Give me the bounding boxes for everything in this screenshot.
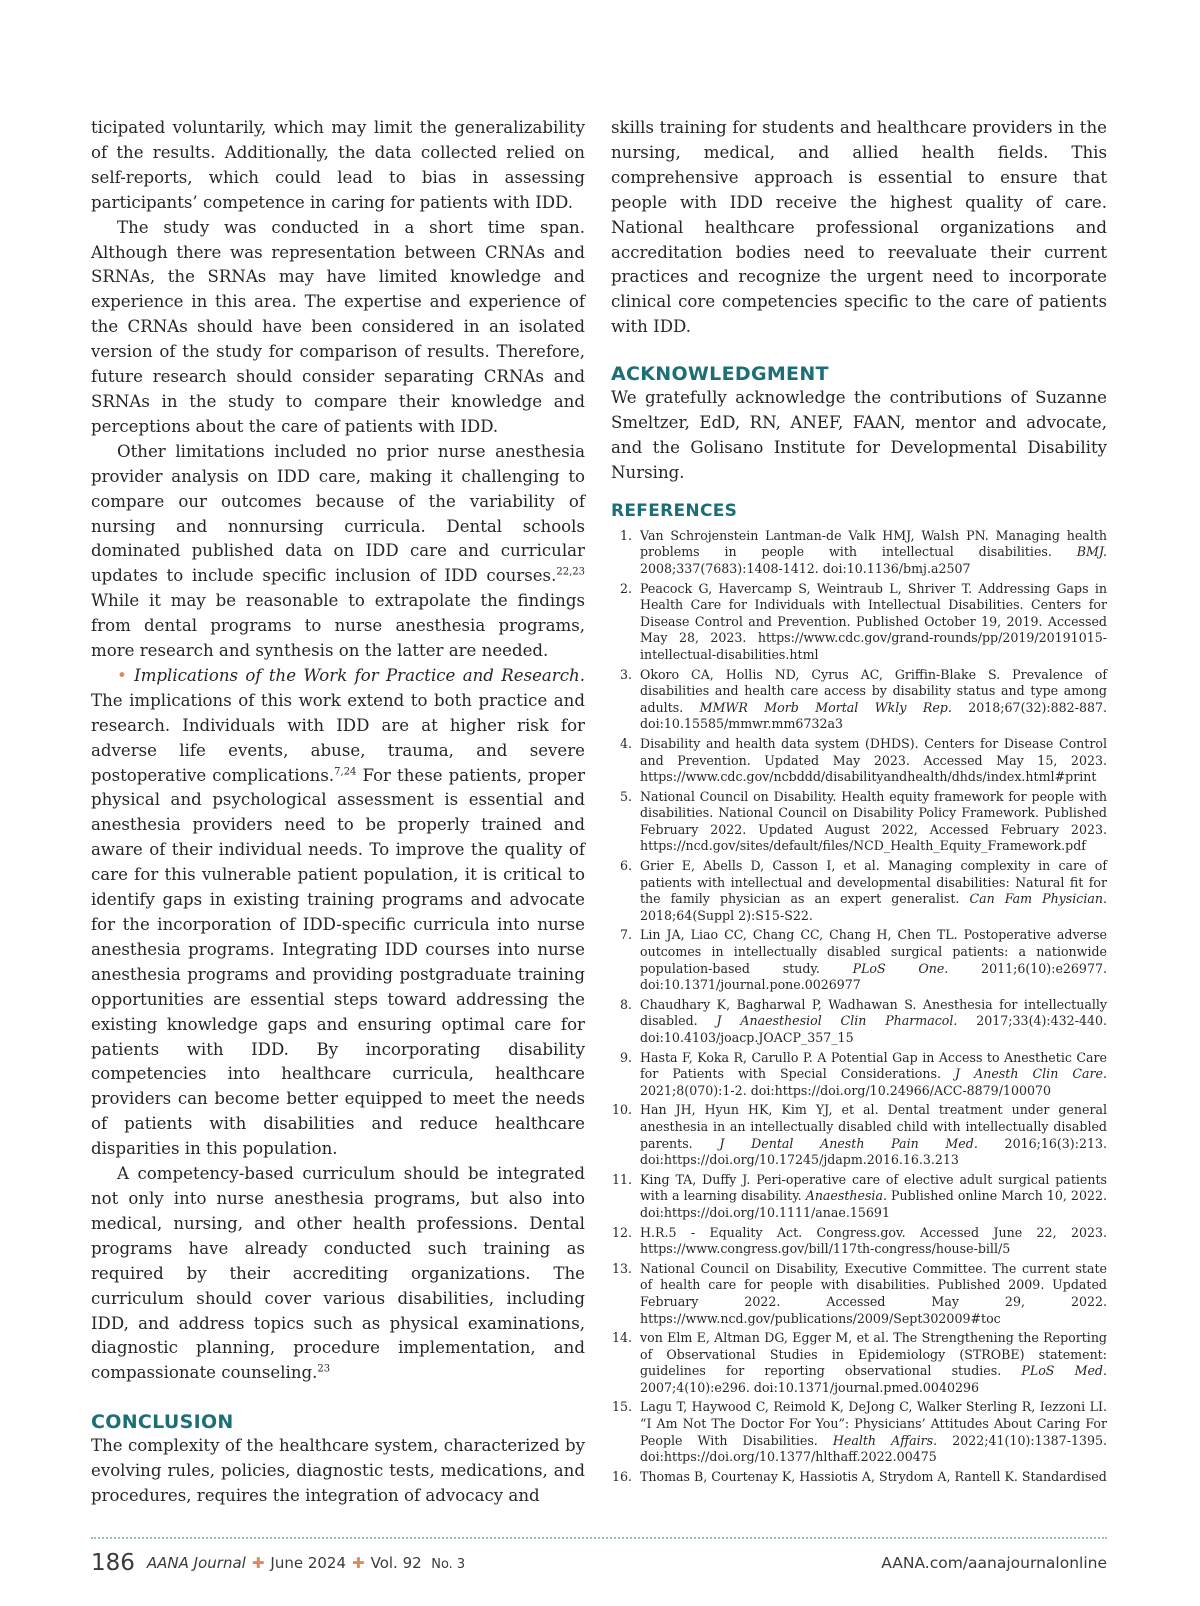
reference-text [640,1172,1107,1222]
reference-text [640,1469,1107,1486]
reference-item [611,1102,1107,1168]
reference-details: 2021;8(070):1-2. doi:https://doi.org/10.24966/ACC-8879/100070 [640,1082,1052,1098]
reference-body: Lagu T, Haywood C, Reimold K, DeJong C, Walker Sterling R, Iezzoni LI. “I Am Not The Doctor For You”: Physicians’ Attitudes About Caring For People With Disabilities. [640,1399,1107,1448]
runin-heading: Implications of the Work for Practice and Research. [134,665,585,685]
paragraph-other-limitations [91,440,585,664]
reference-number: 13. [611,1260,632,1276]
citation-superscript: 7,24 [334,766,357,778]
reference-item [611,1172,1107,1222]
reference-item [611,581,1107,664]
reference-item [611,997,1107,1047]
reference-journal: J Anaesthesiol Clin Pharmacol. [716,1013,958,1029]
paragraph-limitations-intro: ticipated voluntarily, which may limit the generalizability of the results. Additionally, the data collected relied on self-reports, which could lead to bias in assessing participants’ competence in caring for patients with IDD. [91,118,585,212]
references-heading: REFERENCES [611,500,738,521]
bullet-icon: • [117,665,127,685]
reference-number: 3. [619,666,632,682]
paragraph-text: Other limitations included no prior nurse anesthesia provider analysis on IDD care, making it challenging to compare our outcomes because of the variability of nursing and nonnursing curricula. Dental schools dominated published data on IDD care and curricular updates to include specific inclusion of IDD courses. [91,441,585,586]
paragraph-implications [91,664,585,1162]
reference-text [640,997,1107,1047]
reference-text [640,581,1107,664]
reference-item [611,528,1107,578]
reference-list [611,528,1107,1486]
reference-journal: BMJ. [1076,544,1107,560]
reference-journal: Can Fam Physician. [969,891,1107,907]
reference-text [640,927,1107,993]
reference-item [611,858,1107,924]
reference-body: Lin JA, Liao CC, Chang CC, Chang H, Chen TL. Postoperative adverse outcomes in intellectually disabled surgical patients: a nationwide population-based study. [640,927,1107,976]
reference-details: 2008;337(7683):1408-1412. doi:10.1136/bmj.a2507 [640,560,971,576]
reference-text [640,1102,1107,1168]
reference-item [611,1399,1107,1465]
reference-body: Hasta F, Koka R, Carullo P. A Potential Gap in Access to Anesthetic Care for Patients with Special Considerations. [640,1049,1107,1082]
reference-item [611,1225,1107,1258]
paragraph-conclusion-continued: skills training for students and healthcare providers in the nursing, medical, and allied health fields. This comprehensive approach is essential to ensure that people with IDD receive the highest quality of care. National healthcare professional organizations and accreditation bodies need to reevaluate their current practices and recognize the urgent need to incorporate clinical core competencies specific to the care of patients with IDD. [611,118,1107,337]
reference-text [640,858,1107,924]
acknowledgment-heading: ACKNOWLEDGMENT [611,363,829,386]
reference-number: 7. [619,927,632,943]
reference-item [611,1261,1107,1327]
reference-number: 5. [619,788,632,804]
citation-superscript: 22,23 [556,566,585,578]
journal-name: AANA Journal [146,1554,246,1572]
paragraph-text: While it may be reasonable to extrapolate the findings from dental programs to nurse anesthesia programs, more research and synthesis on the latter are needed. [91,591,585,661]
reference-text [640,736,1107,786]
reference-body: Thomas B, Courtenay K, Hassiotis A, Strydom A, Rantell K. Standardised [640,1468,1107,1484]
reference-number: 6. [619,858,632,874]
reference-number: 1. [619,527,632,543]
reference-body: Disability and health data system (DHDS). Centers for Disease Control and Prevention. Updated May 2023. Accessed May 15, 2023. https://www.cdc.gov/ncbddd/disabilityandhealth/dhds/index.html#print [640,735,1107,785]
reference-text [640,528,1107,578]
cross-icon: ✚ [352,1554,365,1572]
reference-number: 9. [619,1049,632,1065]
reference-number: 14. [611,1330,632,1346]
reference-text [640,1050,1107,1100]
reference-number: 10. [611,1102,632,1118]
paragraph-acknowledgment: We gratefully acknowledge the contributions of Suzanne Smeltzer, EdD, RN, ANEF, FAAN, mentor and advocate, and the Golisano Institute for Developmental Disability Nursing. [611,388,1107,482]
reference-body: King TA, Duffy J. Peri-operative care of elective adult surgical patients with a learning disability. [640,1171,1107,1204]
reference-body: Grier E, Abells D, Casson I, et al. Managing complexity in care of patients with intellectual and developmental disabilities: Natural fit for the family physician as an expert generalist. [640,858,1107,907]
reference-details: 2018;64(Suppl 2):S15-S22. [640,907,813,923]
page-number: 186 [91,1550,135,1576]
reference-text [640,1225,1107,1258]
right-column [611,116,1107,1488]
paragraph-conclusion: The complexity of the healthcare system, characterized by evolving rules, policies, diagnostic tests, medications, and procedures, requires the integration of advocacy and [91,1436,585,1506]
reference-number: 15. [611,1399,632,1415]
reference-item [611,736,1107,786]
reference-details: 2022;41(10):1387-1395. doi:https://doi.org/10.1377/hlthaff.2022.00475 [640,1432,1108,1465]
reference-body: National Council on Disability, Executive Committee. The current state of health care for people with disabilities. Published 2009. Updated February 2022. Accessed May 29, 2022. https://www.ncd.gov/publications/2009/Sept302009#toc [640,1260,1107,1326]
journal-website-link[interactable]: AANA.com/aanajournalonline [881,1554,1107,1572]
reference-item [611,789,1107,855]
reference-body: National Council on Disability. Health equity framework for people with disabilities. National Council on Disability Policy Framework. Published February 2022. Updated August 2022, Accessed February 2023. https://ncd.gov/sites/default/files/NCD_Health_Equity_Framework.pdf [640,788,1107,854]
reference-number: 12. [611,1224,632,1240]
reference-details: 2007;4(10):e296. doi:10.1371/journal.pmed.0040296 [640,1379,980,1395]
reference-item [611,1050,1107,1100]
reference-details: 2016;16(3):213. doi:https://doi.org/10.17245/jdapm.2016.16.3.213 [640,1135,1107,1168]
paragraph-curriculum [91,1162,585,1386]
reference-number: 16. [611,1468,632,1484]
footer-divider [91,1537,1107,1539]
reference-details: Published online March 10, 2022. doi:https://doi.org/10.1111/anae.15691 [640,1188,1107,1220]
reference-body: Chaudhary K, Bagharwal P, Wadhawan S. Anesthesia for intellectually disabled. [640,996,1107,1029]
reference-journal: PLoS Med. [1021,1363,1108,1379]
reference-body: Okoro CA, Hollis ND, Cyrus AC, Griffin-Blake S. Prevalence of disabilities and health care access by disability status and type among adults. [640,666,1107,715]
cross-icon: ✚ [251,1554,265,1572]
reference-item [611,667,1107,733]
reference-journal: J Anesth Clin Care. [955,1066,1107,1082]
reference-body: von Elm E, Altman DG, Egger M, et al. The Strengthening the Reporting of Observational Studies in Epidemiology (STROBE) statement: guidelines for reporting observational studies. [640,1330,1107,1379]
reference-number: 4. [619,735,632,751]
reference-item [611,1469,1107,1486]
reference-text [640,1330,1107,1396]
paragraph-text: The implications of this work extend to both practice and research. Individuals with IDD are at higher risk for adverse life events, abuse, trauma, and severe postoperative complications. [91,690,585,785]
reference-journal: J Dental Anesth Pain Med. [719,1135,978,1151]
reference-text [640,1261,1107,1327]
reference-details: 2017;33(4):432-440. doi:10.4103/joacp.JOACP_357_15 [640,1013,1107,1045]
paragraph-study-time-span: The study was conducted in a short time span. Although there was representation between CRNAs and SRNAs, the SRNAs may have limited knowledge and experience in this area. The expertise and experience of the CRNAs should have been considered in an isolated version of the study for comparison of results. Therefore, future research should consider separating CRNAs and SRNAs in the study to compare their knowledge and perceptions about the care of patients with IDD. [91,217,585,436]
volume: Vol. 92 [370,1554,422,1572]
journal-citation [147,1554,465,1572]
reference-text [640,789,1107,855]
reference-body: Peacock G, Havercamp S, Weintraub L, Shriver T. Addressing Gaps in Health Care for Individuals with Intellectual Disabilities. Centers for Disease Control and Prevention. Published October 19, 2019. Accessed May 28, 2023. https://www.cdc.gov/grand-rounds/pp/2019/20191015-intellectual-disabilities.html [640,580,1107,662]
paragraph-text: For these patients, proper physical and psychological assessment is essential and anesthesia providers need to be properly trained and aware of their individual needs. To improve the quality of care for this vulnerable patient population, it is critical to identify gaps in existing training programs and advocate for the incorporation of IDD-specific curricula into nurse anesthesia programs. Integrating IDD courses into nurse anesthesia programs and providing postgraduate training opportunities are essential steps toward addressing the existing knowledge gaps and ensuring optimal care for patients with IDD. By incorporating disability competencies into healthcare curricula, healthcare providers can become better equipped to meet the needs of patients with disabilities and reduce healthcare disparities in this population. [91,765,585,1159]
reference-number: 2. [619,580,632,596]
reference-journal: MMWR Morb Mortal Wkly Rep. [699,699,952,715]
reference-body: Van Schrojenstein Lantman-de Valk HMJ, Walsh PN. Managing health problems in people with intellectual disabilities. [640,527,1107,560]
reference-details: 2018;67(32):882-887. doi:10.15585/mmwr.mm6732a3 [640,699,1107,732]
reference-text [640,667,1107,733]
issue-number: No. 3 [431,1557,466,1572]
reference-item [611,927,1107,993]
issue-date: June 2024 [270,1554,347,1572]
reference-body: H.R.5 - Equality Act. Congress.gov. Accessed June 22, 2023. https://www.congress.gov/bill/117th-congress/house-bill/5 [640,1224,1107,1257]
reference-journal: Health Affairs. [832,1432,938,1448]
paragraph-text: A competency-based curriculum should be integrated not only into nurse anesthesia programs, but also into medical, nursing, and other health professions. Dental programs have already conducted such training as required by their accrediting organizations. The curriculum should cover various disabilities, including IDD, and address topics such as physical examinations, diagnostic planning, procedure implementation, and compassionate counseling. [91,1164,585,1383]
reference-number: 8. [619,996,632,1012]
reference-journal: Anaesthesia. [805,1188,887,1204]
reference-body: Han JH, Hyun HK, Kim YJ, et al. Dental treatment under general anesthesia in an intellectually disabled child with intellectually disabled parents. [640,1102,1107,1151]
reference-journal: PLoS One. [852,960,949,976]
page-footer [91,1548,1107,1578]
reference-item [611,1330,1107,1396]
reference-number: 11. [611,1171,632,1187]
reference-details: 2011;6(10):e26977. doi:10.1371/journal.pone.0026977 [640,960,1107,993]
reference-text [640,1399,1107,1465]
citation-superscript: 23 [317,1363,331,1375]
left-column [91,116,585,1509]
conclusion-heading: CONCLUSION [91,1411,234,1434]
